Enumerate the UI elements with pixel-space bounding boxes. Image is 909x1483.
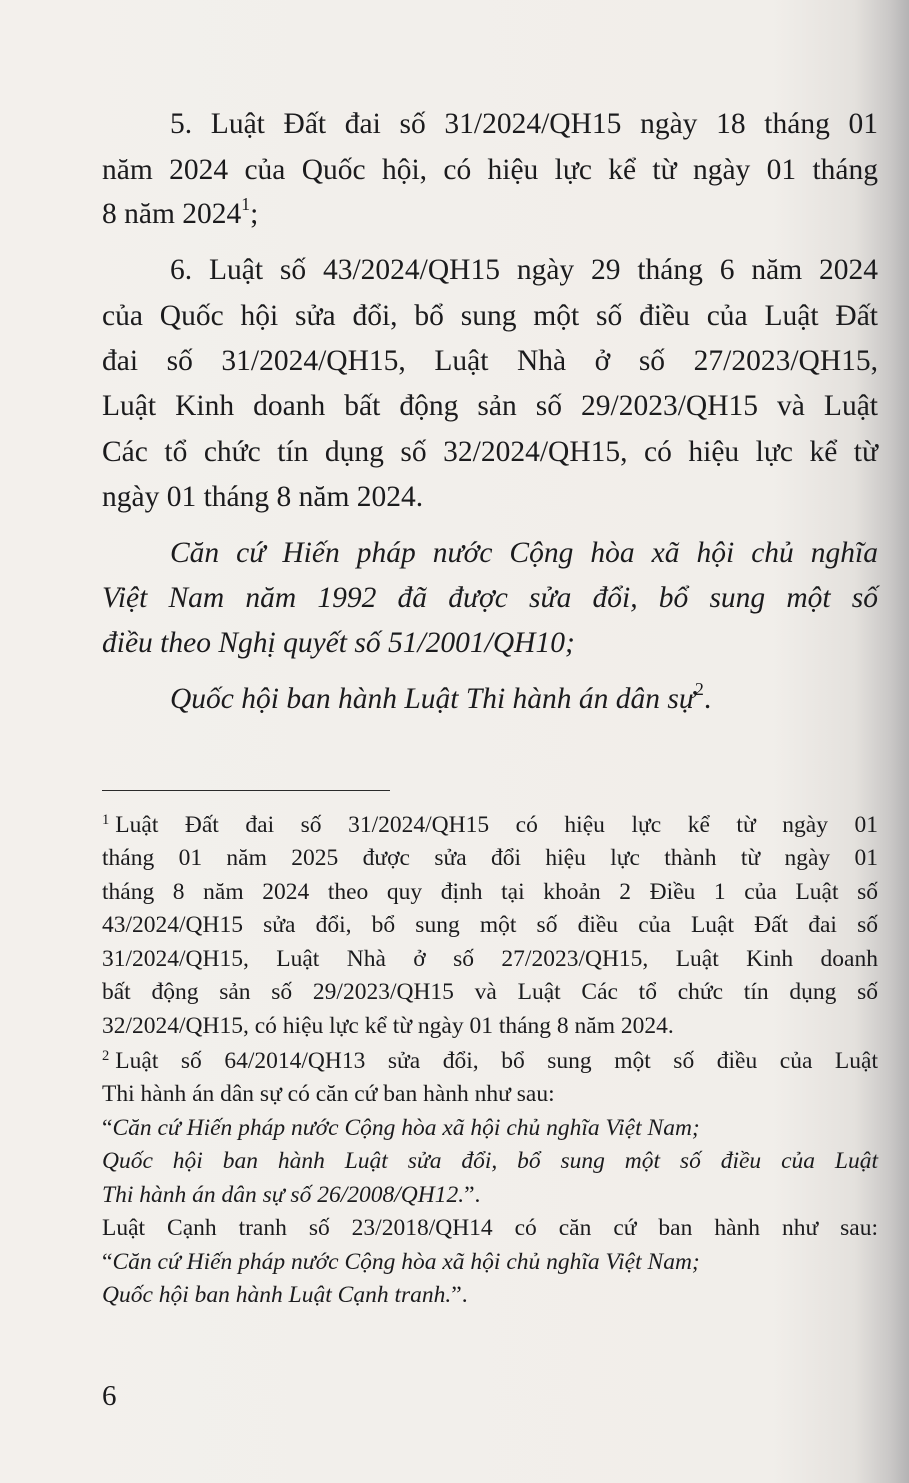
footnote-1-line-2: tháng 01 năm 2025 được sửa đổi hiệu lực thành từ ngày 01: [102, 845, 878, 871]
footnote-2-line-1: [102, 1046, 878, 1079]
basis-line-3: điều theo Nghị quyết số 51/2001/QH10;: [102, 627, 575, 659]
footnote-ref-2: 2: [695, 678, 704, 699]
item-5-line-3-end: ;: [250, 198, 259, 230]
enactment-line: [170, 679, 711, 722]
footnote-2-quote-1-line-2: Quốc hội ban hành Luật sửa đổi, bổ sung một số điều của Luật: [102, 1148, 878, 1174]
item-6-line-1: 6. Luật số 43/2024/QH15 ngày 29 tháng 6 năm 2024: [170, 254, 878, 286]
footnote-2-quote-2-line-1: [102, 1247, 700, 1277]
quote-1-line-1-text: Căn cứ Hiến pháp nước Cộng hòa xã hội chủ nghĩa Việt Nam;: [112, 1115, 700, 1141]
footnote-2-line-3: Luật Cạnh tranh số 23/2018/QH14 có căn cứ ban hành như sau:: [102, 1215, 878, 1241]
quote-1-open: “: [102, 1115, 113, 1141]
footnote-1-line-3: tháng 8 năm 2024 theo quy định tại khoản 2 Điều 1 của Luật số: [102, 879, 878, 905]
footnote-1-line-4: 43/2024/QH15 sửa đổi, bổ sung một số điều của Luật Đất đai số: [102, 912, 878, 938]
item-5-line-3: [102, 194, 258, 237]
item-6-line-6: ngày 01 tháng 8 năm 2024.: [102, 481, 424, 513]
quote-2-line-1-text: Căn cứ Hiến pháp nước Cộng hòa xã hội chủ nghĩa Việt Nam;: [112, 1249, 700, 1275]
item-6-line-3: đai số 31/2024/QH15, Luật Nhà ở số 27/2023/QH15,: [102, 345, 878, 377]
enactment-text: Quốc hội ban hành Luật Thi hành án dân sự: [170, 683, 695, 715]
item-6-line-2: của Quốc hội sửa đổi, bổ sung một số điều của Luật Đất: [102, 300, 878, 332]
basis-line-2: Việt Nam năm 1992 đã được sửa đổi, bổ sung một số: [102, 582, 878, 614]
footnote-2-line-2: Thi hành án dân sự có căn cứ ban hành như sau:: [102, 1081, 555, 1107]
quote-1-close: ”.: [464, 1182, 481, 1208]
page-number: 6: [102, 1380, 117, 1412]
item-5-line-1: 5. Luật Đất đai số 31/2024/QH15 ngày 18 tháng 01: [170, 108, 878, 140]
enactment-end: .: [703, 683, 712, 715]
footnote-1-line-1: [102, 810, 878, 843]
footnote-2-quote-1-line-3: [102, 1180, 480, 1210]
quote-2-open: “: [102, 1249, 113, 1275]
footnote-ref-1: 1: [241, 193, 251, 214]
footnote-separator: [102, 790, 390, 791]
item-6-line-5: Các tổ chức tín dụng số 32/2024/QH15, có hiệu lực kể từ: [102, 436, 878, 468]
footnote-1-line-7: 32/2024/QH15, có hiệu lực kể từ ngày 01 tháng 8 năm 2024.: [102, 1013, 674, 1039]
footnote-2-quote-2-line-2: [102, 1280, 468, 1310]
item-5-line-3-text: 8 năm 2024: [102, 198, 242, 230]
quote-2-line-2-text: Quốc hội ban hành Luật Cạnh tranh.: [102, 1282, 452, 1308]
footnote-1-line-1-text: Luật Đất đai số 31/2024/QH15 có hiệu lực kể từ ngày 01: [115, 812, 878, 838]
quote-2-close: ”.: [451, 1282, 468, 1308]
footnote-1-line-6: bất động sản số 29/2023/QH15 và Luật Các tổ chức tín dụng số: [102, 979, 878, 1005]
footnote-2-mark: 2: [102, 1048, 110, 1064]
footnote-1-mark: 1: [102, 812, 110, 828]
basis-line-1: Căn cứ Hiến pháp nước Cộng hòa xã hội chủ nghĩa: [170, 537, 878, 569]
footnote-2-line-1-text: Luật số 64/2014/QH13 sửa đổi, bổ sung một số điều của Luật: [115, 1048, 878, 1074]
quote-1-line-3-text: Thi hành án dân sự số 26/2008/QH12.: [102, 1182, 465, 1208]
footnote-1-line-5: 31/2024/QH15, Luật Nhà ở số 27/2023/QH15, Luật Kinh doanh: [102, 946, 878, 972]
item-5-line-2: năm 2024 của Quốc hội, có hiệu lực kể từ ngày 01 tháng: [102, 154, 878, 186]
footnote-2-quote-1-line-1: [102, 1113, 700, 1143]
item-6-line-4: Luật Kinh doanh bất động sản số 29/2023/QH15 và Luật: [102, 390, 878, 422]
